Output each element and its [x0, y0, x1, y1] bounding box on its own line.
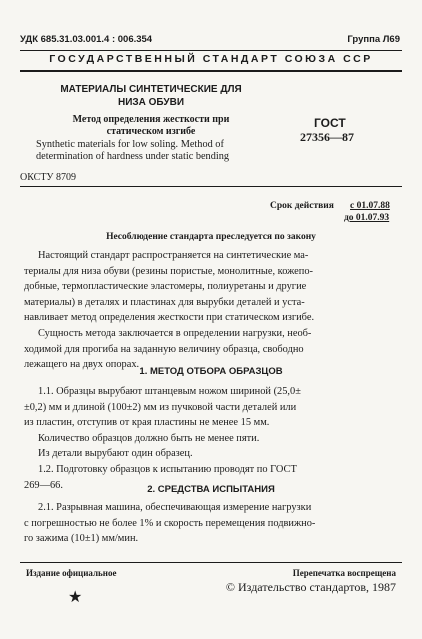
- section-2-line-1: 2.1. Разрывная машина, обеспечивающая измерение нагрузки: [38, 502, 312, 513]
- english-title-line-2: determination of hardness under static bending: [36, 151, 230, 162]
- header-rule-top: [20, 50, 402, 51]
- intro-line-7: ходимой для прогиба на заданную величину образца, свободно: [24, 343, 304, 355]
- official-edition: Издание официальное: [26, 568, 117, 578]
- method-line-2: статическом изгибе: [106, 126, 196, 137]
- intro-line-4: материалы) в деталях и пластинах для вырубки деталей и уста-: [24, 296, 305, 308]
- title-line-2: НИЗА ОБУВИ: [117, 97, 185, 108]
- footer-rule: [20, 562, 402, 563]
- method-line-1: Метод определения жесткости при: [72, 114, 230, 125]
- header-rule-bottom: [20, 70, 402, 72]
- section-1-line-2: ±0,2) мм и длиной (100±2) мм из пучковой части деталей или: [24, 401, 297, 413]
- section-2-line-2: с погрешностью не более 1% и скорость перемещения подвижно-: [24, 517, 316, 529]
- section-1-line-7: 269—66.: [24, 479, 63, 491]
- intro-text: [24, 248, 396, 373]
- reprint-prohibited: Перепечатка воспрещена: [292, 568, 396, 578]
- intro-line-1: Настоящий стандарт распространяется на синтетические ма-: [38, 250, 309, 261]
- gost-number: 27356—87: [300, 130, 354, 144]
- okstu-code: ОКСТУ 8709: [20, 172, 77, 183]
- section-1-text: [24, 384, 396, 493]
- validity-label: Срок действия: [270, 201, 334, 211]
- validity-from: с 01.07.88: [350, 201, 390, 211]
- validity-to: до 01.07.93: [344, 213, 390, 223]
- title-line-1: МАТЕРИАЛЫ СИНТЕТИЧЕСКИЕ ДЛЯ: [60, 84, 242, 95]
- section-1-line-1: 1.1. Образцы вырубают штанцевым ножом шириной (25,0±: [38, 386, 301, 397]
- legal-notice: Несоблюдение стандарта преследуется по закону: [106, 232, 316, 242]
- english-title-line-1: Synthetic materials for low soling. Method of: [36, 139, 224, 150]
- state-standard-banner: ГОСУДАРСТВЕННЫЙ СТАНДАРТ СОЮЗА ССР: [49, 53, 373, 65]
- udk-code: УДК 685.31.03.001.4 : 006.354: [20, 34, 153, 45]
- section-1-heading: 1. МЕТОД ОТБОРА ОБРАЗЦОВ: [139, 366, 283, 377]
- intro-line-2: териалы для низа обуви (резины пористые, монолитные, кожепо-: [24, 265, 314, 277]
- intro-line-6: Сущность метода заключается в определении нагрузки, необ-: [38, 327, 312, 339]
- intro-line-8: лежащего на двух опорах.: [24, 359, 140, 371]
- section-1-line-4: Количество образцов должно быть не менее пяти.: [38, 432, 260, 444]
- intro-line-3: добные, термопластические эластомеры, полиуретаны и другие: [24, 281, 307, 293]
- section-2-line-3: го зажима (10±1) мм/мин.: [24, 533, 139, 545]
- section-2-heading: 2. СРЕДСТВА ИСПЫТАНИЯ: [147, 484, 275, 495]
- okstu-rule: [20, 186, 402, 187]
- star-mark: ★: [68, 589, 83, 606]
- section-1-line-3: из пластин, отступив от края пластины не менее 15 мм.: [24, 417, 270, 429]
- intro-line-5: навливает метод определения жесткости при статическом изгибе.: [24, 312, 315, 324]
- section-2-text: [24, 500, 396, 547]
- group-code: Группа Л69: [347, 34, 400, 45]
- section-1-line-5: Из детали вырубают один образец.: [38, 448, 193, 460]
- gost-label: ГОСТ: [314, 116, 346, 130]
- copyright-notice: © Издательство стандартов, 1987: [225, 580, 396, 594]
- section-1-line-6: 1.2. Подготовку образцов к испытанию проводят по ГОСТ: [38, 463, 297, 475]
